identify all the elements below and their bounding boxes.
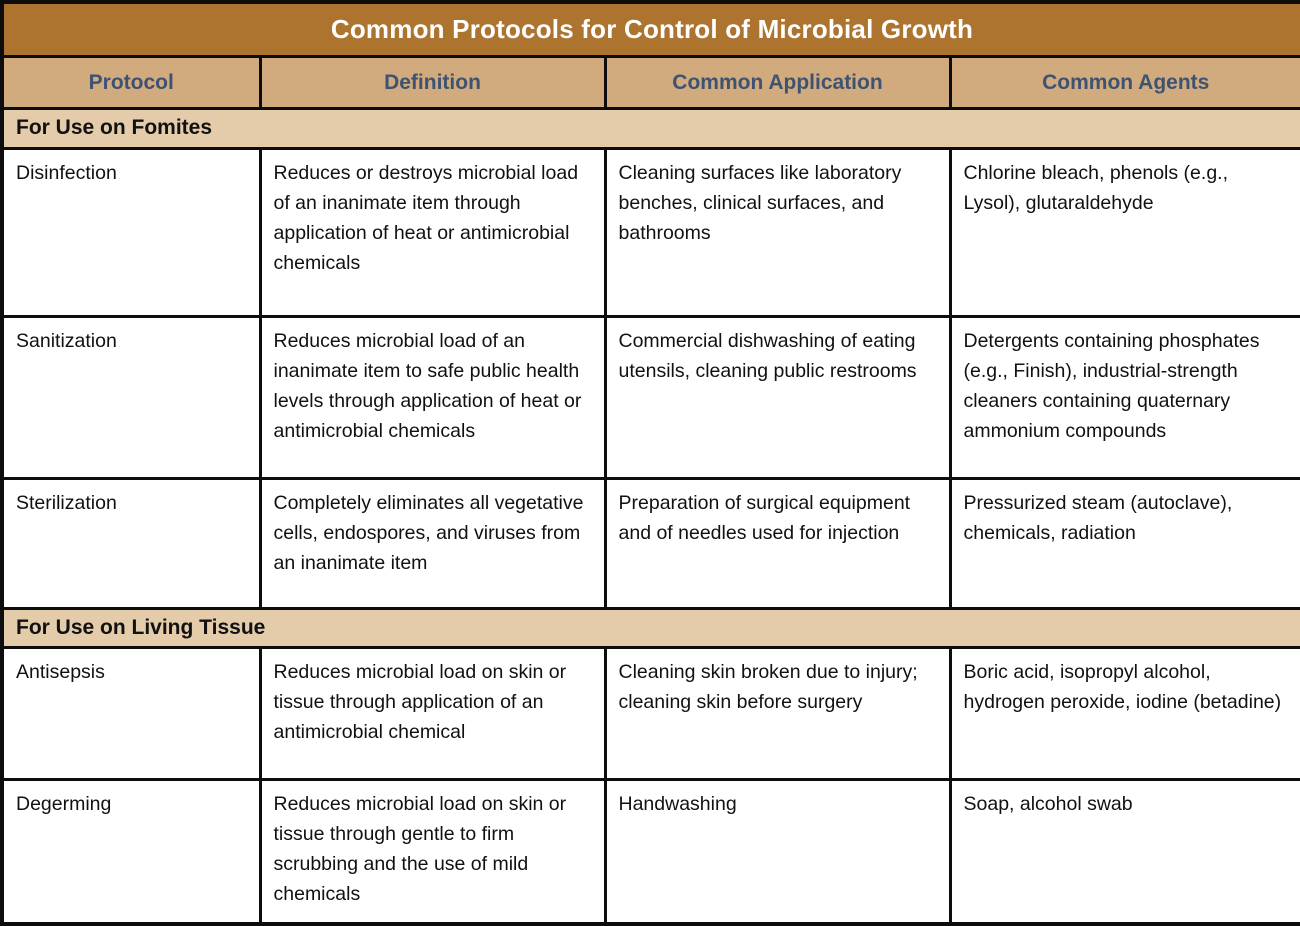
section-header-living-tissue xyxy=(2,608,1300,647)
column-header-common-application: Common Application xyxy=(605,57,950,109)
table-title-row xyxy=(2,2,1300,57)
section-label-fomites: For Use on Fomites xyxy=(2,109,1300,148)
cell-definition: Reduces microbial load on skin or tissue through gentle to firm scrubbing and the use of mild chemicals xyxy=(260,779,605,924)
cell-agents: Pressurized steam (autoclave), chemicals, radiation xyxy=(950,479,1300,609)
cell-agents: Chlorine bleach, phenols (e.g., Lysol), glutaraldehyde xyxy=(950,148,1300,316)
cell-application: Handwashing xyxy=(605,779,950,924)
cell-protocol: Disinfection xyxy=(2,148,260,316)
cell-protocol: Antisepsis xyxy=(2,648,260,780)
table-row-disinfection xyxy=(2,148,1300,316)
cell-application: Commercial dishwashing of eating utensils, cleaning public restrooms xyxy=(605,316,950,479)
cell-agents: Boric acid, isopropyl alcohol, hydrogen peroxide, iodine (betadine) xyxy=(950,648,1300,780)
cell-protocol: Degerming xyxy=(2,779,260,924)
table-row-degerming xyxy=(2,779,1300,924)
column-header-row xyxy=(2,57,1300,109)
cell-application: Preparation of surgical equipment and of needles used for injection xyxy=(605,479,950,609)
cell-definition: Reduces microbial load on skin or tissue through application of an antimicrobial chemical xyxy=(260,648,605,780)
cell-application: Cleaning surfaces like laboratory benches, clinical surfaces, and bathrooms xyxy=(605,148,950,316)
section-label-living-tissue: For Use on Living Tissue xyxy=(2,608,1300,647)
cell-definition: Reduces or destroys microbial load of an inanimate item through application of heat or antimicrobial chemicals xyxy=(260,148,605,316)
cell-application: Cleaning skin broken due to injury; cleaning skin before surgery xyxy=(605,648,950,780)
cell-definition: Completely eliminates all vegetative cells, endospores, and viruses from an inanimate item xyxy=(260,479,605,609)
table-row-antisepsis xyxy=(2,648,1300,780)
table-title: Common Protocols for Control of Microbial Growth xyxy=(2,2,1300,57)
table-row-sterilization xyxy=(2,479,1300,609)
cell-protocol: Sterilization xyxy=(2,479,260,609)
cell-definition: Reduces microbial load of an inanimate item to safe public health levels through application of heat or antimicrobial chemicals xyxy=(260,316,605,479)
cell-protocol: Sanitization xyxy=(2,316,260,479)
column-header-definition: Definition xyxy=(260,57,605,109)
cell-agents: Detergents containing phosphates (e.g., Finish), industrial-strength cleaners containing quaternary ammonium compounds xyxy=(950,316,1300,479)
table-row-sanitization xyxy=(2,316,1300,479)
column-header-common-agents: Common Agents xyxy=(950,57,1300,109)
cell-agents: Soap, alcohol swab xyxy=(950,779,1300,924)
column-header-protocol: Protocol xyxy=(2,57,260,109)
section-header-fomites xyxy=(2,109,1300,148)
